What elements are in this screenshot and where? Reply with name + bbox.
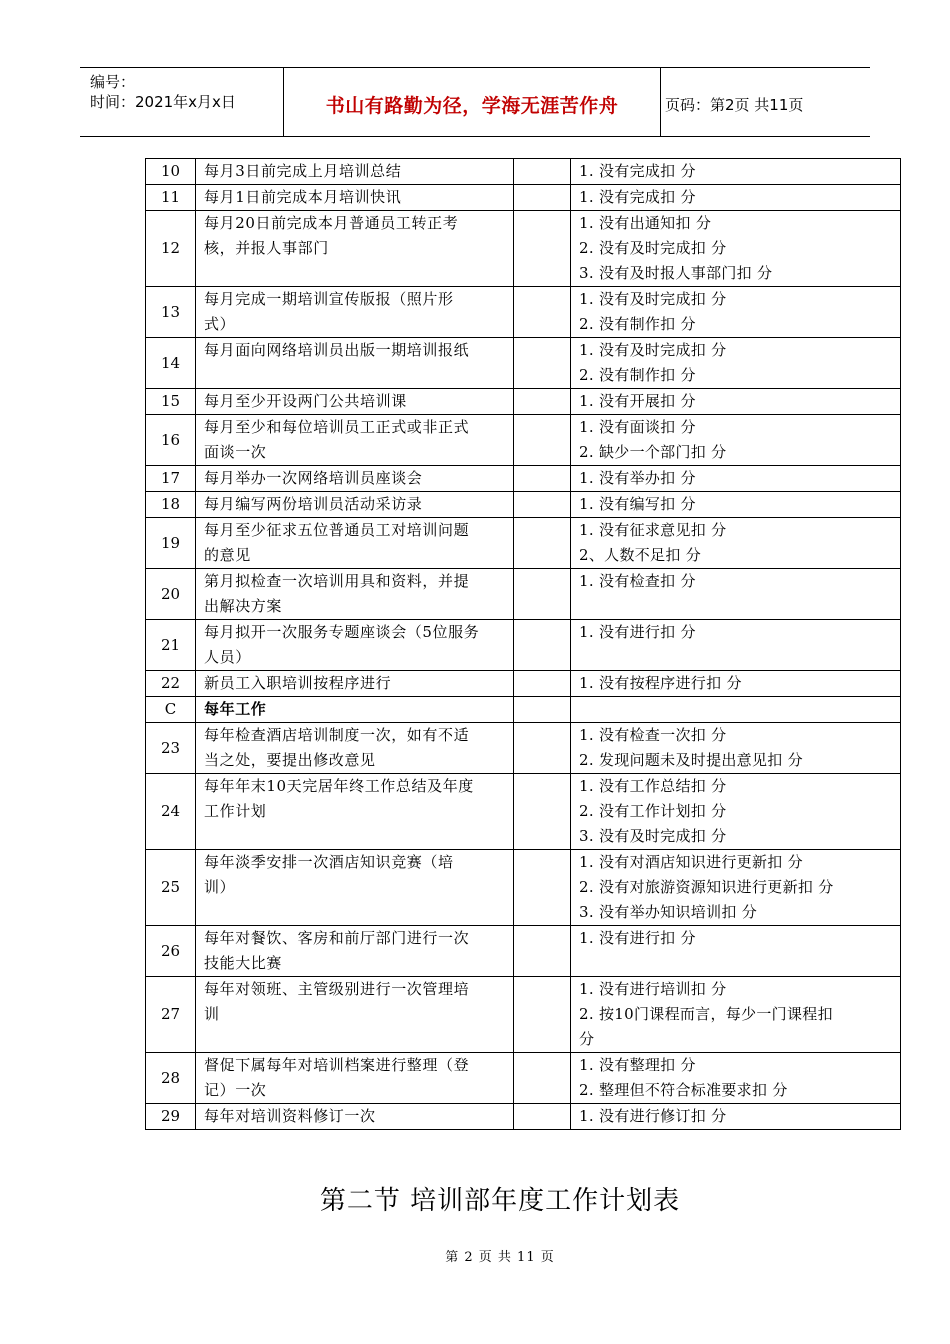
deduction-line: 1. 没有及时完成扣 分 bbox=[579, 290, 727, 308]
table-row bbox=[146, 466, 901, 492]
task-cell bbox=[196, 287, 514, 338]
task-line: 每年对餐饮、客房和前厅部门进行一次 bbox=[204, 929, 470, 947]
task-cell bbox=[196, 159, 514, 185]
deduction-line: 3. 没有举办知识培训扣 分 bbox=[579, 903, 758, 921]
blank-cell bbox=[514, 620, 571, 671]
table-row bbox=[146, 211, 901, 287]
deduction-cell bbox=[571, 159, 901, 185]
task-line: 核，并报人事部门 bbox=[204, 239, 329, 257]
deduction-cell bbox=[571, 185, 901, 211]
task-cell bbox=[196, 338, 514, 389]
section-row bbox=[146, 697, 901, 723]
table-row bbox=[146, 569, 901, 620]
task-cell bbox=[196, 671, 514, 697]
task-cell bbox=[196, 1053, 514, 1104]
deduction-line: 2. 没有及时完成扣 分 bbox=[579, 239, 727, 257]
task-line: 新员工入职培训按程序进行 bbox=[204, 674, 392, 692]
deduction-cell bbox=[571, 492, 901, 518]
deduction-line: 1. 没有征求意见扣 分 bbox=[579, 521, 727, 539]
deduction-cell bbox=[571, 569, 901, 620]
task-cell bbox=[196, 620, 514, 671]
task-line: 每月完成一期培训宣传版报（照片形 bbox=[204, 290, 454, 308]
task-line: 技能大比赛 bbox=[204, 954, 283, 972]
deduction-line: 1. 没有进行扣 分 bbox=[579, 623, 696, 641]
task-line: 每年对领班、主管级别进行一次管理培 bbox=[204, 980, 470, 998]
row-number: 29 bbox=[146, 1104, 196, 1130]
blank-cell bbox=[514, 1053, 571, 1104]
work-plan-table bbox=[145, 158, 901, 1130]
deduction-line: 1. 没有进行培训扣 分 bbox=[579, 980, 727, 998]
blank-cell bbox=[514, 389, 571, 415]
blank-cell bbox=[514, 338, 571, 389]
deduction-cell bbox=[571, 850, 901, 926]
document-number-label: 编号： bbox=[90, 73, 136, 91]
deduction-line: 2. 按10门课程而言，每少一门课程扣 bbox=[579, 1005, 833, 1023]
header-motto-cell bbox=[283, 67, 661, 136]
deduction-line: 1. 没有出通知扣 分 bbox=[579, 214, 712, 232]
deduction-line: 2. 没有制作扣 分 bbox=[579, 315, 696, 333]
deduction-line: 2. 没有工作计划扣 分 bbox=[579, 802, 727, 820]
table-row bbox=[146, 977, 901, 1053]
row-number: 23 bbox=[146, 723, 196, 774]
deduction-cell bbox=[571, 697, 901, 723]
deduction-line: 1. 没有面谈扣 分 bbox=[579, 418, 696, 436]
task-line: 每月至少征求五位普通员工对培训问题 bbox=[204, 521, 470, 539]
row-number: 14 bbox=[146, 338, 196, 389]
task-line: 每月至少和每位培训员工正式或非正式 bbox=[204, 418, 470, 436]
deduction-line: 2. 发现问题未及时提出意见扣 分 bbox=[579, 751, 803, 769]
blank-cell bbox=[514, 492, 571, 518]
deduction-line: 1. 没有检查扣 分 bbox=[579, 572, 696, 590]
deduction-cell bbox=[571, 466, 901, 492]
header-motto: 书山有路勤为径，学海无涯苦作舟 bbox=[325, 95, 619, 117]
blank-cell bbox=[514, 518, 571, 569]
deduction-line: 1. 没有进行扣 分 bbox=[579, 929, 696, 947]
row-number: 21 bbox=[146, 620, 196, 671]
task-line: 当之处，要提出修改意见 bbox=[204, 751, 376, 769]
table-row bbox=[146, 850, 901, 926]
deduction-cell bbox=[571, 774, 901, 850]
deduction-line: 1. 没有进行修订扣 分 bbox=[579, 1107, 727, 1125]
blank-cell bbox=[514, 466, 571, 492]
deduction-line: 1. 没有完成扣 分 bbox=[579, 188, 696, 206]
row-number: 20 bbox=[146, 569, 196, 620]
task-cell bbox=[196, 492, 514, 518]
task-line: 每年对培训资料修订一次 bbox=[204, 1107, 376, 1125]
table-row bbox=[146, 287, 901, 338]
task-line: 每月至少开设两门公共培训课 bbox=[204, 392, 407, 410]
section-title: 第二节 培训部年度工作计划表 bbox=[319, 1186, 681, 1216]
page-header bbox=[80, 67, 870, 137]
task-line: 每月1日前完成本月培训快讯 bbox=[204, 188, 402, 206]
task-cell bbox=[196, 723, 514, 774]
deduction-cell bbox=[571, 1104, 901, 1130]
row-number: C bbox=[146, 697, 196, 723]
row-number: 25 bbox=[146, 850, 196, 926]
task-line: 每月拟开一次服务专题座谈会（5位服务 bbox=[204, 623, 480, 641]
table-row bbox=[146, 389, 901, 415]
row-number: 19 bbox=[146, 518, 196, 569]
task-cell bbox=[196, 211, 514, 287]
row-number: 15 bbox=[146, 389, 196, 415]
task-line: 的意见 bbox=[204, 546, 251, 564]
header-page-info: 页码：第2页 共11页 bbox=[665, 96, 804, 114]
deduction-line: 1. 没有举办扣 分 bbox=[579, 469, 696, 487]
table-row bbox=[146, 926, 901, 977]
deduction-cell bbox=[571, 671, 901, 697]
blank-cell bbox=[514, 926, 571, 977]
task-line: 督促下属每年对培训档案进行整理（登 bbox=[204, 1056, 470, 1074]
blank-cell bbox=[514, 159, 571, 185]
header-left bbox=[90, 72, 236, 112]
task-line: 每年年末10天完居年终工作总结及年度 bbox=[204, 777, 474, 795]
blank-cell bbox=[514, 287, 571, 338]
deduction-cell bbox=[571, 723, 901, 774]
blank-cell bbox=[514, 569, 571, 620]
row-number: 13 bbox=[146, 287, 196, 338]
task-line: 每月面向网络培训员出版一期培训报纸 bbox=[204, 341, 470, 359]
deduction-cell bbox=[571, 338, 901, 389]
deduction-line: 2. 整理但不符合标准要求扣 分 bbox=[579, 1081, 788, 1099]
task-line: 出解决方案 bbox=[204, 597, 283, 615]
work-plan-table-body bbox=[146, 159, 901, 1130]
task-line: 每月编写两份培训员活动采访录 bbox=[204, 495, 423, 513]
table-row bbox=[146, 620, 901, 671]
task-line: 每年淡季安排一次酒店知识竞赛（培 bbox=[204, 853, 454, 871]
deduction-line: 1. 没有编写扣 分 bbox=[579, 495, 696, 513]
row-number: 24 bbox=[146, 774, 196, 850]
table-row bbox=[146, 723, 901, 774]
task-cell bbox=[196, 466, 514, 492]
blank-cell bbox=[514, 185, 571, 211]
table-row bbox=[146, 1053, 901, 1104]
deduction-line: 2、人数不足扣 分 bbox=[579, 546, 702, 564]
row-number: 28 bbox=[146, 1053, 196, 1104]
task-cell bbox=[196, 697, 514, 723]
deduction-cell bbox=[571, 211, 901, 287]
blank-cell bbox=[514, 774, 571, 850]
task-cell bbox=[196, 850, 514, 926]
table-row bbox=[146, 774, 901, 850]
task-cell bbox=[196, 977, 514, 1053]
deduction-cell bbox=[571, 287, 901, 338]
blank-cell bbox=[514, 671, 571, 697]
deduction-cell bbox=[571, 415, 901, 466]
row-number: 26 bbox=[146, 926, 196, 977]
task-line: 每月举办一次网络培训员座谈会 bbox=[204, 469, 423, 487]
row-number: 18 bbox=[146, 492, 196, 518]
task-line: 每年检查酒店培训制度一次，如有不适 bbox=[204, 726, 470, 744]
task-line: 记）一次 bbox=[204, 1081, 267, 1099]
table-row bbox=[146, 159, 901, 185]
deduction-line: 1. 没有完成扣 分 bbox=[579, 162, 696, 180]
task-line: 工作计划 bbox=[204, 802, 267, 820]
task-line: 第月拟检查一次培训用具和资料，并提 bbox=[204, 572, 470, 590]
deduction-cell bbox=[571, 518, 901, 569]
row-number: 27 bbox=[146, 977, 196, 1053]
blank-cell bbox=[514, 211, 571, 287]
deduction-line: 3. 没有及时报人事部门扣 分 bbox=[579, 264, 773, 282]
row-number: 11 bbox=[146, 185, 196, 211]
deduction-line: 1. 没有整理扣 分 bbox=[579, 1056, 696, 1074]
table-row bbox=[146, 1104, 901, 1130]
deduction-line: 1. 没有按程序进行扣 分 bbox=[579, 674, 742, 692]
task-cell bbox=[196, 185, 514, 211]
deduction-cell bbox=[571, 389, 901, 415]
task-cell bbox=[196, 569, 514, 620]
blank-cell bbox=[514, 723, 571, 774]
deduction-cell bbox=[571, 977, 901, 1053]
blank-cell bbox=[514, 415, 571, 466]
task-line: 训 bbox=[204, 1005, 220, 1023]
task-line: 式） bbox=[204, 315, 236, 333]
document-date-label: 时间：2021年x月x日 bbox=[90, 93, 236, 111]
task-cell bbox=[196, 415, 514, 466]
table-row bbox=[146, 338, 901, 389]
page-footer: 第 2 页 共 11 页 bbox=[445, 1250, 555, 1265]
row-number: 17 bbox=[146, 466, 196, 492]
table-row bbox=[146, 671, 901, 697]
task-line: 每月20日前完成本月普通员工转正考 bbox=[204, 214, 459, 232]
table-row bbox=[146, 415, 901, 466]
task-line: 每年工作 bbox=[204, 700, 267, 718]
deduction-line: 2. 缺少一个部门扣 分 bbox=[579, 443, 727, 461]
deduction-cell bbox=[571, 620, 901, 671]
task-cell bbox=[196, 774, 514, 850]
deduction-cell bbox=[571, 1053, 901, 1104]
task-line: 每月3日前完成上月培训总结 bbox=[204, 162, 402, 180]
task-cell bbox=[196, 1104, 514, 1130]
deduction-line: 2. 没有制作扣 分 bbox=[579, 366, 696, 384]
blank-cell bbox=[514, 850, 571, 926]
table-row bbox=[146, 185, 901, 211]
blank-cell bbox=[514, 1104, 571, 1130]
row-number: 22 bbox=[146, 671, 196, 697]
deduction-line: 1. 没有开展扣 分 bbox=[579, 392, 696, 410]
task-cell bbox=[196, 389, 514, 415]
row-number: 12 bbox=[146, 211, 196, 287]
row-number: 10 bbox=[146, 159, 196, 185]
deduction-line: 1. 没有检查一次扣 分 bbox=[579, 726, 727, 744]
blank-cell bbox=[514, 697, 571, 723]
deduction-line: 1. 没有对酒店知识进行更新扣 分 bbox=[579, 853, 803, 871]
task-cell bbox=[196, 926, 514, 977]
blank-cell bbox=[514, 977, 571, 1053]
deduction-line: 1. 没有工作总结扣 分 bbox=[579, 777, 727, 795]
deduction-cell bbox=[571, 926, 901, 977]
table-row bbox=[146, 518, 901, 569]
deduction-line: 分 bbox=[579, 1030, 595, 1048]
deduction-line: 2. 没有对旅游资源知识进行更新扣 分 bbox=[579, 878, 834, 896]
task-line: 面谈一次 bbox=[204, 443, 267, 461]
task-line: 训） bbox=[204, 878, 236, 896]
deduction-line: 1. 没有及时完成扣 分 bbox=[579, 341, 727, 359]
task-line: 人员） bbox=[204, 648, 251, 666]
deduction-line: 3. 没有及时完成扣 分 bbox=[579, 827, 727, 845]
task-cell bbox=[196, 518, 514, 569]
table-row bbox=[146, 492, 901, 518]
row-number: 16 bbox=[146, 415, 196, 466]
